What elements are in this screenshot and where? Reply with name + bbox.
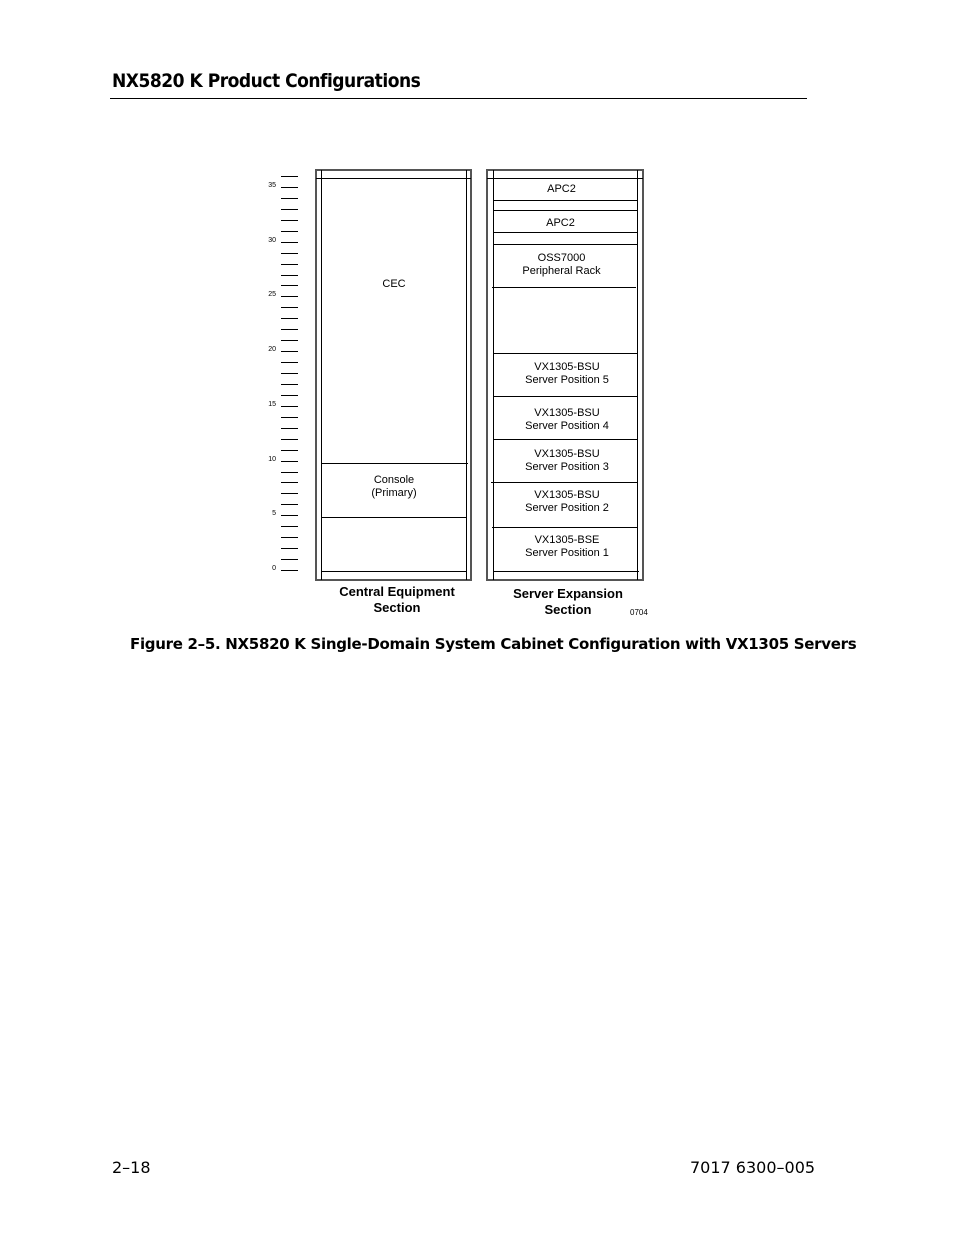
scale-tick [281, 461, 298, 462]
scale-tick [281, 275, 298, 276]
server-position-5 [494, 361, 640, 387]
rail [321, 170, 322, 580]
divider [321, 463, 468, 464]
divider [493, 200, 637, 201]
console-label [322, 474, 466, 500]
pos1-line2: Server Position 1 [525, 547, 609, 559]
scale-tick [281, 296, 298, 297]
pos2-line2: Server Position 2 [525, 502, 609, 514]
server-position-3 [494, 448, 640, 474]
scale-tick [281, 198, 298, 199]
scale-tick [281, 340, 298, 341]
scale-tick [281, 373, 298, 374]
pos1-line1: VX1305-BSE [534, 534, 600, 546]
scale-tick [281, 362, 298, 363]
scale-tick [281, 318, 298, 319]
scale-label: 25 [268, 291, 276, 299]
divider [493, 396, 637, 397]
scale-tick [281, 264, 298, 265]
cec-label: CEC [382, 278, 406, 290]
scale-tick [281, 570, 298, 571]
document-number: 7017 6300–005 [690, 1158, 816, 1177]
server-section-label [493, 586, 643, 618]
pos5-line2: Server Position 5 [525, 374, 609, 386]
scale-tick [281, 439, 298, 440]
scale-tick [281, 384, 298, 385]
scale-label: 35 [268, 182, 276, 189]
scale-tick [281, 515, 298, 516]
pos4-line1: VX1305-BSU [534, 407, 600, 419]
central-label-line1: Central Equipment [339, 584, 455, 599]
apc2-label: APC2 [546, 217, 575, 229]
scale-tick [281, 209, 298, 210]
scale-tick [281, 176, 298, 177]
apc2-label: APC2 [547, 183, 576, 195]
scale-tick [281, 504, 298, 505]
scale-tick [281, 307, 298, 308]
scale-tick [281, 559, 298, 560]
divider [321, 571, 467, 572]
oss7000-label [494, 252, 629, 278]
header-rule [110, 98, 807, 99]
scale-tick [281, 548, 298, 549]
scale-tick [281, 242, 298, 243]
scale-tick [281, 329, 298, 330]
scale-label: 20 [268, 346, 276, 354]
scale-tick [281, 231, 298, 232]
divider [493, 232, 637, 233]
scale-tick [281, 351, 298, 352]
console-line2: (Primary) [371, 487, 417, 499]
divider [493, 210, 637, 211]
scale-tick [281, 472, 298, 473]
pos3-line2: Server Position 3 [525, 461, 609, 473]
oss-line2: Peripheral Rack [522, 265, 601, 277]
console-line1: Console [373, 474, 415, 486]
server-position-1 [494, 534, 640, 560]
scale-tick [281, 482, 298, 483]
server-position-4 [494, 407, 640, 433]
figure-caption: Figure 2–5. NX5820 K Single-Domain System Cabinet Configuration with VX1305 Servers [130, 635, 857, 653]
divider [492, 527, 637, 528]
page-title: NX5820 K Product Configurations [112, 70, 421, 92]
server-label-line1: Server Expansion [513, 586, 623, 601]
oss-line1: OSS7000 [537, 252, 586, 264]
scale-tick [281, 526, 298, 527]
pos5-line1: VX1305-BSU [534, 361, 600, 373]
scale-tick [281, 537, 298, 538]
pos2-line1: VX1305-BSU [534, 489, 600, 501]
divider [493, 244, 637, 245]
scale-tick [281, 395, 298, 396]
scale-tick [281, 285, 298, 286]
scale-tick [281, 493, 298, 494]
divider [493, 439, 637, 440]
divider [491, 482, 637, 483]
divider [493, 571, 639, 572]
central-section-label [322, 584, 472, 616]
divider [316, 178, 471, 179]
scale-label: 5 [272, 510, 276, 518]
divider [492, 287, 636, 288]
scale-label: 30 [268, 236, 276, 244]
scale-label: 0 [272, 565, 276, 572]
divider [493, 353, 637, 354]
central-cabinet [315, 169, 472, 581]
divider [321, 517, 467, 518]
scale-tick [281, 428, 298, 429]
scale-tick [281, 406, 298, 407]
central-label-line2: Section [373, 600, 421, 615]
scale-tick [281, 417, 298, 418]
scale-label: 10 [268, 455, 276, 463]
rail [466, 170, 467, 580]
scale-tick [281, 187, 298, 188]
pos3-line1: VX1305-BSU [534, 448, 600, 460]
server-label-line2: Section [544, 602, 592, 617]
pos4-line2: Server Position 4 [525, 420, 609, 432]
scale-tick [281, 253, 298, 254]
server-position-2 [494, 489, 640, 515]
figure-id: 0704 [630, 608, 648, 617]
scale-tick [281, 450, 298, 451]
divider [487, 178, 643, 179]
scale-tick [281, 220, 298, 221]
scale-label: 15 [268, 400, 276, 408]
page-number: 2–18 [112, 1158, 151, 1177]
